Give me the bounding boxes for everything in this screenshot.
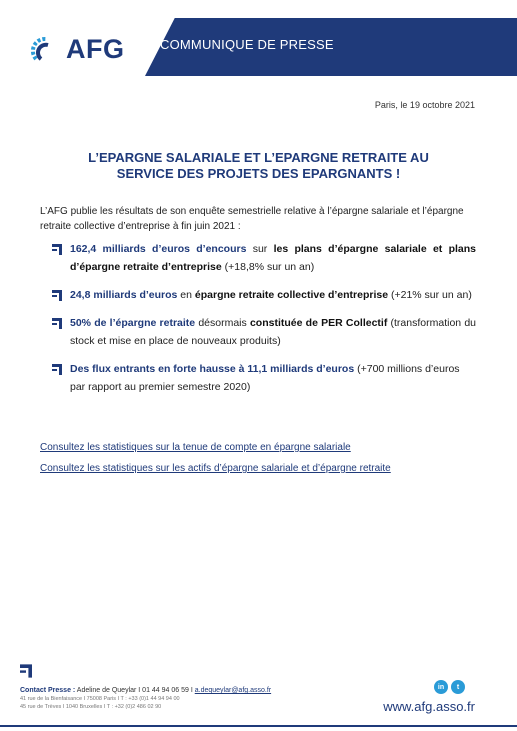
footer-brand-icon bbox=[20, 664, 32, 678]
bullet-emphasis: constituée de PER Collectif bbox=[249, 317, 388, 329]
link-assets-statistics[interactable]: Consultez les statistiques sur les actifs d’épargne salariale et d’épargne retraite bbox=[40, 463, 391, 474]
bullet-highlight: 50% de l’épargne retraite bbox=[70, 317, 196, 329]
bullet-highlight: 24,8 milliards d’euros bbox=[70, 289, 178, 301]
bullet-icon bbox=[52, 318, 62, 329]
link-account-statistics[interactable]: Consultez les statistiques sur la tenue de compte en épargne salariale bbox=[40, 442, 351, 453]
footer-rule bbox=[0, 725, 517, 727]
paris-address: 41 rue de la Bienfaisance I 75008 Paris I T : +33 (0)1 44 94 94 00 bbox=[20, 696, 180, 702]
press-contact bbox=[20, 686, 271, 711]
bullet-text: en bbox=[177, 289, 195, 301]
twitter-icon[interactable]: t bbox=[451, 680, 465, 694]
intro-paragraph: L’AFG publie les résultats de son enquête semestrielle relative à l’épargne salariale et l’épargne retraite collective d’entreprise à fin juin 2021 : bbox=[40, 206, 464, 232]
bullet-highlight: 162,4 milliards d’euros d’encours bbox=[70, 243, 247, 255]
bullet-text: sur bbox=[246, 243, 274, 255]
key-figures-list bbox=[52, 240, 476, 406]
bullet-text: (transformation du stock et mise en place de nouveaux produits) bbox=[70, 317, 477, 347]
bullet-text: (+21% sur un an) bbox=[388, 289, 472, 301]
afg-logo-icon bbox=[30, 35, 62, 65]
headline-line-2: SERVICE DES PROJETS DES EPARGNANTS ! bbox=[116, 166, 401, 181]
bullet-text: (+18,8% sur un an) bbox=[221, 261, 315, 273]
website-link[interactable]: www.afg.asso.fr bbox=[383, 699, 475, 714]
logo-text: AFG bbox=[66, 34, 125, 64]
social-links bbox=[434, 680, 465, 694]
linkedin-icon[interactable]: in bbox=[434, 680, 448, 694]
list-item bbox=[52, 360, 476, 396]
headline bbox=[40, 150, 477, 182]
bullet-text: désormais bbox=[195, 317, 250, 329]
bullet-text: (+700 millions d’euros par rapport au premier semestre 2020) bbox=[70, 363, 460, 393]
bullet-icon bbox=[52, 244, 62, 255]
bullet-highlight: Des flux entrants en forte hausse à 11,1 milliards d’euros bbox=[70, 363, 355, 375]
afg-logo bbox=[30, 34, 125, 65]
list-item bbox=[52, 286, 476, 304]
bullet-icon bbox=[52, 364, 62, 375]
press-date: Paris, le 19 octobre 2021 bbox=[374, 100, 475, 110]
contact-details: Adeline de Queylar I 01 44 94 06 59 I bbox=[75, 687, 195, 694]
list-item bbox=[52, 314, 476, 350]
contact-email-link[interactable]: a.dequeylar@afg.asso.fr bbox=[194, 687, 272, 694]
banner-title: COMMUNIQUE DE PRESSE bbox=[160, 37, 334, 52]
bullet-emphasis: les plans d’épargne salariale et plans d’épargne retraite d’entreprise bbox=[70, 243, 476, 273]
bullet-emphasis: épargne retraite collective d’entreprise bbox=[194, 289, 389, 301]
bullet-icon bbox=[52, 290, 62, 301]
brussels-address: 45 rue de Trèves I 1040 Bruxelles I T : +32 (0)2 486 02 90 bbox=[20, 704, 162, 710]
list-item bbox=[52, 240, 476, 276]
headline-line-1: L’EPARGNE SALARIALE ET L’EPARGNE RETRAITE AU bbox=[88, 150, 429, 165]
contact-label: Contact Presse : bbox=[20, 687, 76, 694]
